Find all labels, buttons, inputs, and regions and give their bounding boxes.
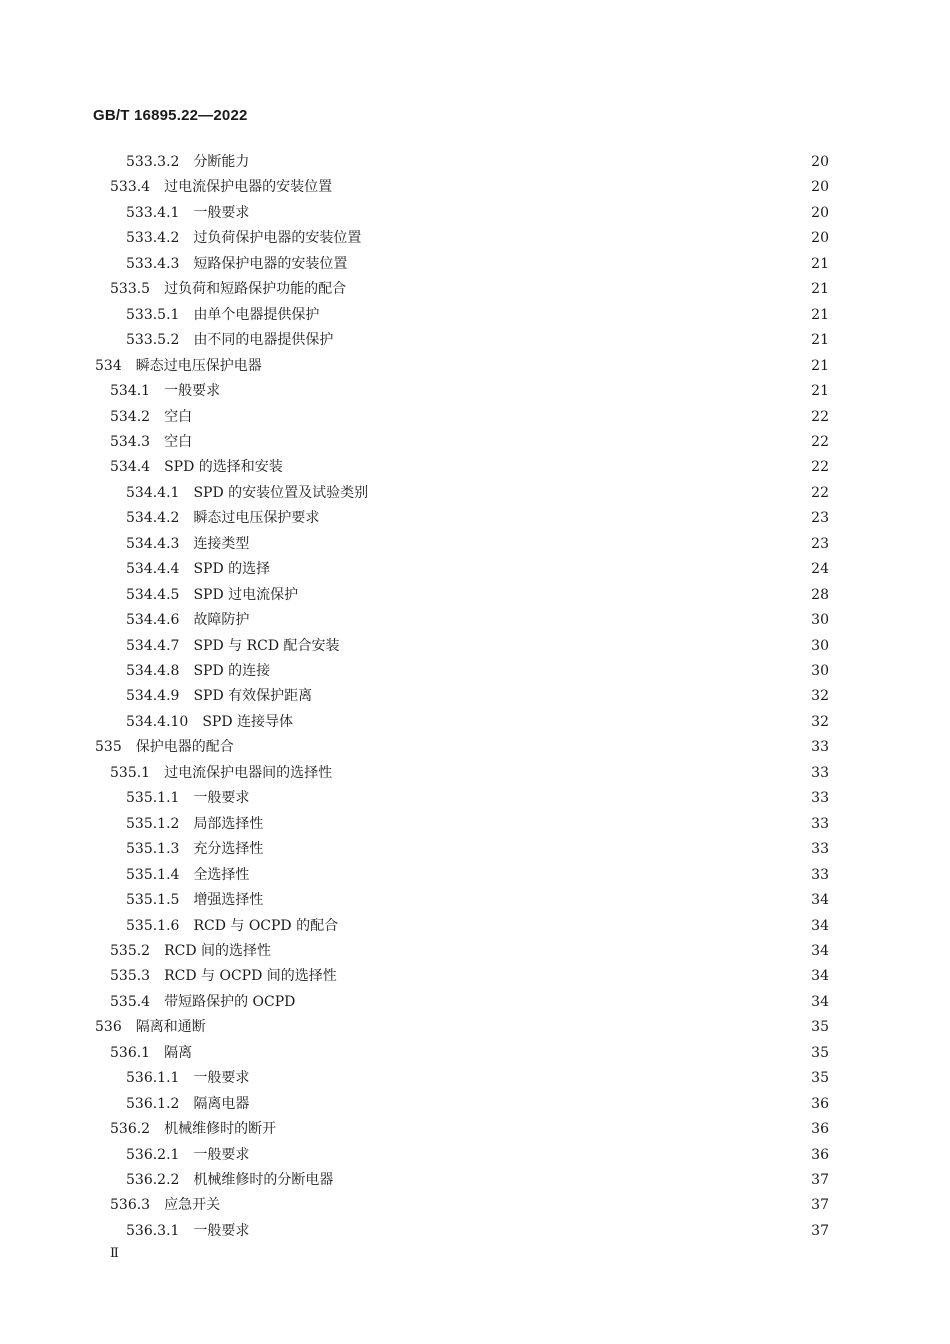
toc-entry[interactable] bbox=[126, 303, 829, 327]
toc-entry-title: 隔离和通断 bbox=[135, 1019, 206, 1036]
toc-entry-title: 一般要求 bbox=[164, 383, 221, 400]
toc-entry-title: SPD 连接导体 bbox=[202, 713, 294, 730]
toc-entry[interactable] bbox=[126, 557, 829, 581]
toc-entry-title: 一般要求 bbox=[193, 204, 250, 221]
toc-entry-title: 短路保护电器的安装位置 bbox=[193, 255, 348, 272]
toc-entry-page: 20 bbox=[811, 179, 829, 196]
toc-entry-page: 36 bbox=[811, 1146, 829, 1163]
toc-entry-page: 33 bbox=[811, 841, 829, 858]
toc-entry-title: 由不同的电器提供保护 bbox=[193, 332, 334, 349]
toc-dot-leader bbox=[282, 1117, 805, 1141]
toc-entry-number: 535.1.4 bbox=[126, 866, 180, 883]
toc-entry[interactable] bbox=[126, 150, 829, 174]
toc-entry-title: SPD 有效保护距离 bbox=[193, 688, 313, 705]
toc-entry[interactable] bbox=[126, 226, 829, 250]
toc-entry-title: 应急开关 bbox=[164, 1197, 221, 1214]
toc-dot-leader bbox=[212, 1015, 805, 1039]
toc-dot-leader bbox=[318, 684, 805, 708]
toc-entry-page: 24 bbox=[811, 561, 829, 578]
toc-entry-title: 故障防护 bbox=[193, 612, 250, 629]
toc-entry-number: 535.2 bbox=[110, 942, 151, 959]
toc-entry-page: 21 bbox=[811, 383, 829, 400]
toc-entry-number: 536.2.2 bbox=[126, 1172, 180, 1188]
toc-entry-number: 534 bbox=[95, 357, 122, 374]
toc-entry-title: 空白 bbox=[164, 408, 193, 425]
toc-entry-number: 535.4 bbox=[110, 993, 151, 1010]
toc-entry[interactable] bbox=[126, 481, 829, 505]
toc-entry-title: 一般要求 bbox=[193, 1146, 250, 1163]
toc-entry-page: 34 bbox=[811, 993, 829, 1010]
toc-entry-title: 瞬态过电压保护电器 bbox=[135, 357, 262, 374]
toc-entry[interactable] bbox=[126, 252, 829, 276]
toc-entry-title: 机械维修时的分断电器 bbox=[193, 1172, 334, 1188]
toc-entry-number: 533.4 bbox=[110, 179, 151, 196]
toc-entry-number: 534.4.9 bbox=[126, 688, 180, 705]
toc-entry-title: 全选择性 bbox=[193, 866, 250, 883]
toc-entry-title: 过负荷保护电器的安装位置 bbox=[193, 230, 362, 247]
toc-dot-leader bbox=[226, 1193, 805, 1217]
toc-entry-page: 23 bbox=[811, 535, 829, 552]
toc-entry-page: 36 bbox=[811, 1121, 829, 1138]
toc-entry[interactable] bbox=[126, 506, 829, 530]
toc-dot-leader bbox=[338, 761, 805, 785]
toc-entry-title: 隔离电器 bbox=[193, 1095, 250, 1112]
toc-dot-leader bbox=[276, 557, 805, 581]
toc-dot-leader bbox=[325, 303, 805, 327]
toc-entry[interactable] bbox=[126, 201, 829, 225]
toc-entry-number: 536.3 bbox=[110, 1197, 151, 1214]
toc-entry-page: 34 bbox=[811, 942, 829, 959]
toc-dot-leader bbox=[255, 786, 805, 810]
toc-dot-leader bbox=[240, 735, 805, 759]
toc-entry-page: 33 bbox=[811, 815, 829, 832]
toc-entry-number: 534.4.10 bbox=[126, 713, 189, 730]
toc-entry-page: 37 bbox=[811, 1222, 829, 1239]
toc-entry[interactable] bbox=[126, 863, 829, 887]
toc-dot-leader bbox=[344, 914, 805, 938]
toc-dot-leader bbox=[374, 481, 805, 505]
toc-dot-leader bbox=[255, 608, 805, 632]
toc-entry[interactable] bbox=[126, 608, 829, 632]
toc-entry-page: 34 bbox=[811, 892, 829, 909]
toc-dot-leader bbox=[299, 710, 805, 734]
toc-entry-page: 20 bbox=[811, 204, 829, 221]
toc-entry-title: RCD 与 OCPD 的配合 bbox=[193, 917, 339, 934]
toc-entry[interactable] bbox=[126, 710, 829, 734]
toc-entry-page: 23 bbox=[811, 510, 829, 527]
toc-entry-title: SPD 的安装位置及试验类别 bbox=[193, 484, 369, 501]
toc-dot-leader bbox=[198, 1041, 805, 1065]
toc-dot-leader bbox=[269, 812, 805, 836]
toc-entry-number: 536.1.2 bbox=[126, 1095, 180, 1112]
toc-entry-number: 536.1 bbox=[110, 1044, 151, 1061]
toc-dot-leader bbox=[268, 354, 805, 378]
toc-entry-page: 30 bbox=[811, 663, 829, 679]
toc-entry-page: 21 bbox=[811, 332, 829, 349]
toc-entry-number: 533.4.1 bbox=[126, 204, 180, 221]
toc-dot-leader bbox=[289, 455, 805, 479]
toc-entry[interactable] bbox=[110, 964, 829, 988]
toc-entry-page: 33 bbox=[811, 739, 829, 756]
toc-entry-title: 过负荷和短路保护功能的配合 bbox=[164, 281, 347, 298]
toc-entry-title: 由单个电器提供保护 bbox=[193, 306, 320, 323]
toc-entry-number: 534.4.2 bbox=[126, 510, 180, 527]
toc-dot-leader bbox=[346, 634, 805, 658]
toc-entry-number: 534.4.5 bbox=[126, 586, 180, 603]
toc-entry-number: 534.4.7 bbox=[126, 637, 180, 654]
toc-dot-leader bbox=[367, 226, 805, 250]
toc-dot-leader bbox=[255, 1092, 805, 1116]
toc-entry-title: SPD 的连接 bbox=[193, 663, 271, 679]
document-header-id: GB/T 16895.22—2022 bbox=[93, 107, 248, 124]
toc-entry-number: 535.1 bbox=[110, 764, 151, 781]
toc-entry-title: 过电流保护电器的安装位置 bbox=[164, 179, 333, 196]
toc-entry[interactable] bbox=[126, 786, 829, 810]
toc-dot-leader bbox=[353, 252, 805, 276]
toc-entry-page: 30 bbox=[811, 637, 829, 654]
toc-entry-title: 分断能力 bbox=[193, 154, 250, 170]
toc-entry-page: 32 bbox=[811, 688, 829, 705]
toc-entry-page: 20 bbox=[811, 230, 829, 247]
toc-entry[interactable] bbox=[126, 1143, 829, 1167]
toc-entry[interactable] bbox=[126, 684, 829, 708]
toc-entry-title: SPD 的选择和安装 bbox=[164, 459, 283, 476]
toc-entry-title: 机械维修时的断开 bbox=[164, 1121, 277, 1138]
toc-entry-number: 534.2 bbox=[110, 408, 151, 425]
toc-dot-leader bbox=[255, 1219, 805, 1243]
toc-entry[interactable] bbox=[126, 914, 829, 938]
toc-entry[interactable] bbox=[126, 583, 829, 607]
toc-dot-leader bbox=[276, 659, 805, 683]
toc-entry-page: 35 bbox=[811, 1044, 829, 1061]
toc-entry[interactable] bbox=[95, 354, 829, 378]
toc-dot-leader bbox=[269, 837, 805, 861]
toc-entry-page: 21 bbox=[811, 281, 829, 298]
toc-dot-leader bbox=[304, 583, 805, 607]
toc-entry-page: 21 bbox=[811, 255, 829, 272]
toc-entry[interactable] bbox=[110, 990, 829, 1014]
toc-entry-page: 30 bbox=[811, 612, 829, 629]
toc-entry-title: 过电流保护电器间的选择性 bbox=[164, 764, 333, 781]
toc-dot-leader bbox=[255, 150, 805, 174]
toc-entry[interactable] bbox=[126, 837, 829, 861]
toc-dot-leader bbox=[255, 201, 805, 225]
toc-dot-leader bbox=[338, 175, 805, 199]
toc-entry-title: SPD 与 RCD 配合安装 bbox=[193, 637, 340, 654]
toc-entry-title: 一般要求 bbox=[193, 1222, 250, 1239]
toc-entry[interactable] bbox=[95, 735, 829, 759]
toc-entry-number: 534.1 bbox=[110, 383, 151, 400]
toc-entry[interactable] bbox=[110, 455, 829, 479]
toc-entry-number: 533.5 bbox=[110, 281, 151, 298]
toc-entry-page: 21 bbox=[811, 357, 829, 374]
toc-entry-title: 隔离 bbox=[164, 1044, 193, 1061]
toc-dot-leader bbox=[325, 506, 805, 530]
toc-entry-number: 533.4.3 bbox=[126, 255, 180, 272]
toc-entry[interactable] bbox=[110, 939, 829, 963]
toc-dot-leader bbox=[255, 863, 805, 887]
toc-entry-number: 536.2.1 bbox=[126, 1146, 180, 1163]
toc-entry-page: 20 bbox=[811, 154, 829, 170]
toc-entry-page: 34 bbox=[811, 968, 829, 985]
toc-entry-page: 21 bbox=[811, 306, 829, 323]
toc-entry-page: 33 bbox=[811, 790, 829, 807]
toc-dot-leader bbox=[198, 405, 805, 429]
toc-entry-title: 充分选择性 bbox=[193, 841, 264, 858]
toc-entry[interactable] bbox=[110, 277, 829, 301]
toc-entry[interactable] bbox=[110, 430, 829, 454]
toc-entry-number: 533.5.2 bbox=[126, 332, 180, 349]
toc-entry-number: 533.5.1 bbox=[126, 306, 180, 323]
toc-entry[interactable] bbox=[110, 405, 829, 429]
toc-entry-page: 33 bbox=[811, 866, 829, 883]
toc-entry[interactable] bbox=[126, 812, 829, 836]
toc-entry-page: 37 bbox=[811, 1172, 829, 1188]
toc-entry[interactable] bbox=[110, 175, 829, 199]
toc-entry[interactable] bbox=[126, 1219, 829, 1243]
toc-entry[interactable] bbox=[126, 532, 829, 556]
toc-entry-page: 22 bbox=[811, 459, 829, 476]
toc-entry-number: 533.4.2 bbox=[126, 230, 180, 247]
toc-entry-page: 33 bbox=[811, 764, 829, 781]
toc-entry-number: 534.4.3 bbox=[126, 535, 180, 552]
toc-entry[interactable] bbox=[126, 1168, 829, 1192]
toc-entry-title: 局部选择性 bbox=[193, 815, 264, 832]
toc-entry-page: 34 bbox=[811, 917, 829, 934]
toc-entry-number: 534.4.6 bbox=[126, 612, 180, 629]
toc-entry-number: 534.4.4 bbox=[126, 561, 180, 578]
toc-entry-title: 增强选择性 bbox=[193, 892, 264, 909]
toc-entry[interactable] bbox=[110, 1193, 829, 1217]
toc-entry[interactable] bbox=[110, 1041, 829, 1065]
toc-entry-title: 一般要求 bbox=[193, 790, 250, 807]
toc-entry[interactable] bbox=[126, 659, 829, 683]
toc-entry[interactable] bbox=[126, 1092, 829, 1116]
toc-entry-title: SPD 过电流保护 bbox=[193, 586, 299, 603]
toc-entry-number: 536.2 bbox=[110, 1121, 151, 1138]
toc-entry[interactable] bbox=[126, 1066, 829, 1090]
page-number: Ⅱ bbox=[110, 1246, 119, 1261]
toc-dot-leader bbox=[277, 939, 805, 963]
toc-entry-title: RCD 间的选择性 bbox=[164, 942, 272, 959]
toc-entry-title: 一般要求 bbox=[193, 1070, 250, 1087]
toc-dot-leader bbox=[255, 1066, 805, 1090]
toc-entry[interactable] bbox=[126, 634, 829, 658]
toc-entry-number: 536.3.1 bbox=[126, 1222, 180, 1239]
toc-entry[interactable] bbox=[126, 328, 829, 352]
toc-entry-number: 534.4.1 bbox=[126, 484, 180, 501]
toc-entry-number: 535 bbox=[95, 739, 122, 756]
toc-entry-title: 带短路保护的 OCPD bbox=[164, 993, 296, 1010]
toc-entry-number: 534.4 bbox=[110, 459, 151, 476]
toc-entry[interactable] bbox=[110, 761, 829, 785]
toc-entry-title: 连接类型 bbox=[193, 535, 250, 552]
toc-dot-leader bbox=[255, 532, 805, 556]
toc-entry-number: 535.3 bbox=[110, 968, 151, 985]
toc-dot-leader bbox=[301, 990, 805, 1014]
toc-entry-number: 535.1.5 bbox=[126, 892, 180, 909]
toc-entry-number: 535.1.6 bbox=[126, 917, 180, 934]
toc-entry-title: RCD 与 OCPD 间的选择性 bbox=[164, 968, 337, 985]
toc-dot-leader bbox=[352, 277, 805, 301]
toc-entry-number: 535.1.1 bbox=[126, 790, 180, 807]
toc-entry-number: 534.4.8 bbox=[126, 663, 180, 679]
toc-entry-number: 534.3 bbox=[110, 433, 151, 450]
toc-dot-leader bbox=[339, 1168, 805, 1192]
toc-entry[interactable] bbox=[110, 379, 829, 403]
toc-entry-page: 35 bbox=[811, 1019, 829, 1036]
toc-dot-leader bbox=[339, 328, 805, 352]
toc-dot-leader bbox=[226, 379, 805, 403]
toc-entry-number: 535.1.3 bbox=[126, 841, 180, 858]
toc-dot-leader bbox=[198, 430, 805, 454]
toc-entry-page: 32 bbox=[811, 713, 829, 730]
toc-entry-number: 536 bbox=[95, 1019, 122, 1036]
toc-dot-leader bbox=[343, 964, 805, 988]
toc-entry[interactable] bbox=[110, 1117, 829, 1141]
toc-entry-title: SPD 的选择 bbox=[193, 561, 271, 578]
toc-entry-page: 22 bbox=[811, 408, 829, 425]
toc-entry[interactable] bbox=[126, 888, 829, 912]
toc-entry-page: 35 bbox=[811, 1070, 829, 1087]
toc-entry-page: 37 bbox=[811, 1197, 829, 1214]
toc-entry-number: 536.1.1 bbox=[126, 1070, 180, 1087]
toc-entry-title: 瞬态过电压保护要求 bbox=[193, 510, 320, 527]
toc-entry-page: 28 bbox=[811, 586, 829, 603]
toc-entry-page: 36 bbox=[811, 1095, 829, 1112]
toc-entry-number: 535.1.2 bbox=[126, 815, 180, 832]
toc-entry-number: 533.3.2 bbox=[126, 154, 180, 170]
toc-entry-title: 空白 bbox=[164, 433, 193, 450]
toc-dot-leader bbox=[255, 1143, 805, 1167]
toc-dot-leader bbox=[269, 888, 805, 912]
toc-entry-page: 22 bbox=[811, 484, 829, 501]
toc-entry-page: 22 bbox=[811, 433, 829, 450]
toc-entry[interactable] bbox=[95, 1015, 829, 1039]
toc-entry-title: 保护电器的配合 bbox=[135, 739, 234, 756]
